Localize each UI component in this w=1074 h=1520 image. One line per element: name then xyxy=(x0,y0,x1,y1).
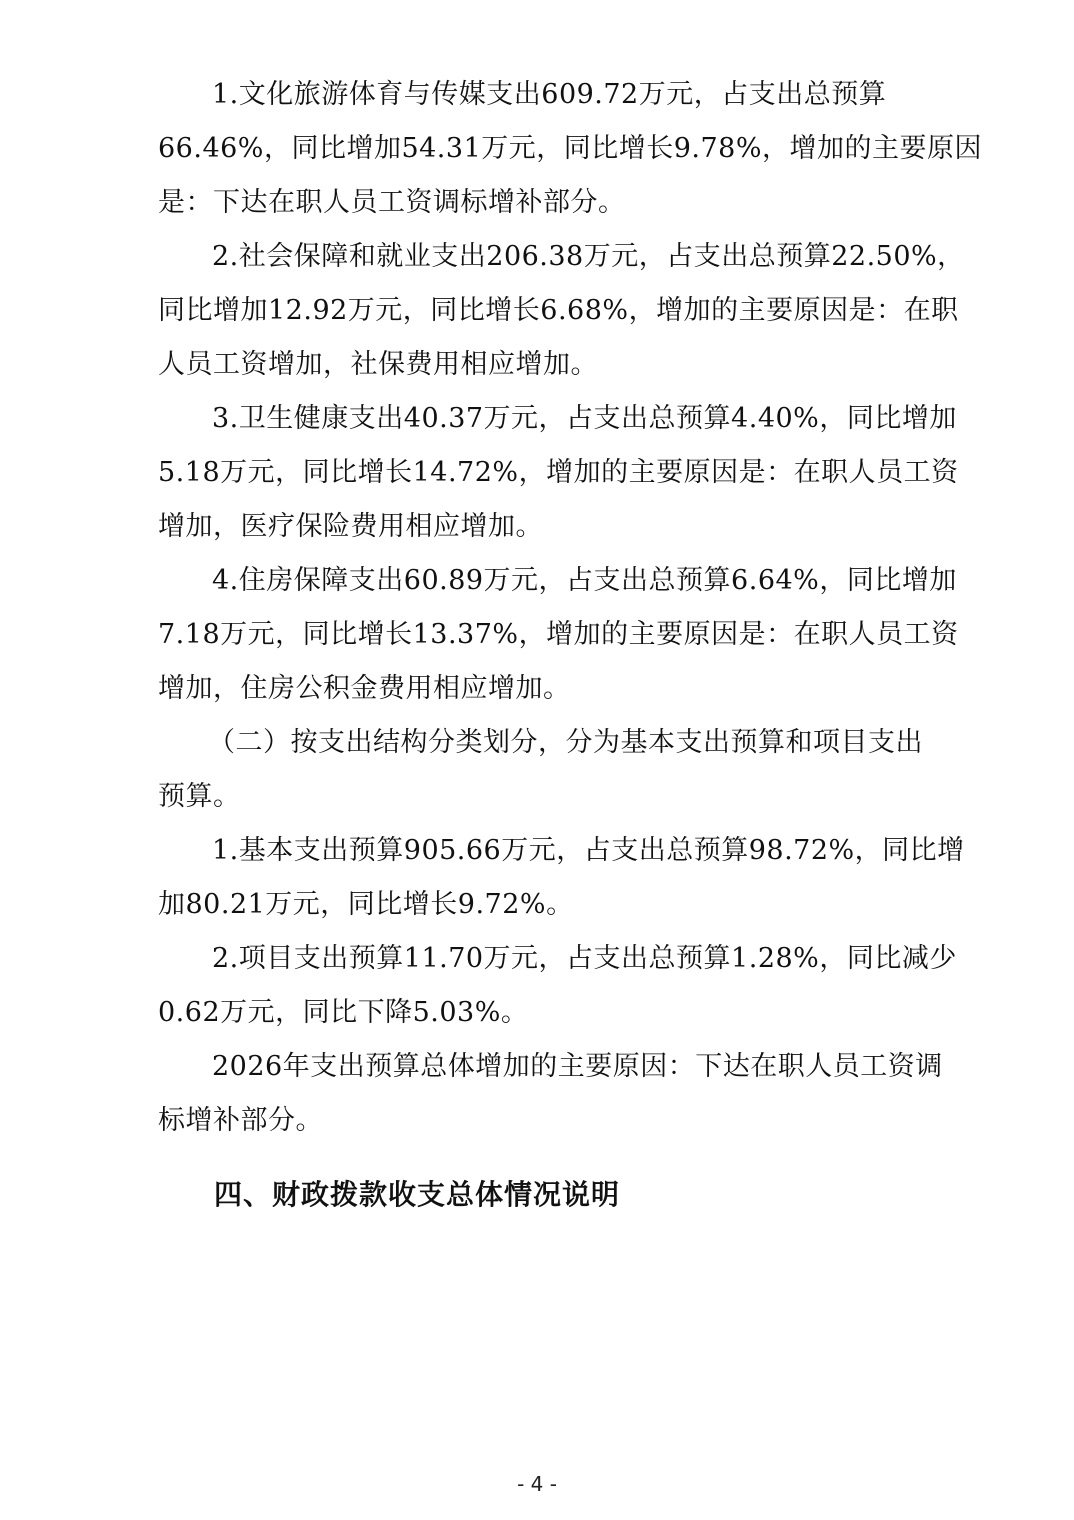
paragraph-line: 2.项目支出预算11.70万元，占支出总预算1.28%，同比减少 xyxy=(212,943,957,974)
paragraph-line: 1.文化旅游体育与传媒支出609.72万元，占支出总预算 xyxy=(212,79,887,110)
paragraph-line: 人员工资增加，社保费用相应增加。 xyxy=(158,349,598,380)
paragraph-line: 0.62万元，同比下降5.03%。 xyxy=(158,997,529,1028)
paragraph-line: 66.46%，同比增加54.31万元，同比增长9.78%，增加的主要原因 xyxy=(158,133,983,164)
paragraph-line: 增加，住房公积金费用相应增加。 xyxy=(158,673,571,704)
document-body xyxy=(158,68,983,1148)
section-heading: 四、财政拨款收支总体情况说明 xyxy=(214,1178,621,1211)
paragraph-line: 标增补部分。 xyxy=(158,1105,323,1136)
paragraph-line: 4.住房保障支出60.89万元，占支出总预算6.64%，同比增加 xyxy=(212,565,957,596)
paragraph-line: 2026年支出预算总体增加的主要原因：下达在职人员工资调 xyxy=(212,1051,943,1082)
paragraph-line: 同比增加12.92万元，同比增长6.68%，增加的主要原因是：在职 xyxy=(158,295,959,326)
paragraph-basic-expenditure xyxy=(158,824,965,932)
paragraph-project-expenditure xyxy=(158,932,957,1040)
paragraph-line: 5.18万元，同比增长14.72%，增加的主要原因是：在职人员工资 xyxy=(158,457,959,488)
paragraph-line: 3.卫生健康支出40.37万元，占支出总预算4.40%，同比增加 xyxy=(212,403,957,434)
paragraph-structure-classification xyxy=(158,716,930,824)
page-number: - 4 - xyxy=(517,1472,557,1496)
paragraph-line: 1.基本支出预算905.66万元，占支出总预算98.72%，同比增 xyxy=(212,835,965,866)
paragraph-line: 2.社会保障和就业支出206.38万元，占支出总预算22.50%， xyxy=(212,241,965,272)
paragraph-line: 是：下达在职人员工资调标增补部分。 xyxy=(158,187,626,218)
paragraph-social-security xyxy=(158,230,965,392)
paragraph-housing xyxy=(158,554,959,716)
paragraph-line: 7.18万元，同比增长13.37%，增加的主要原因是：在职人员工资 xyxy=(158,619,959,650)
paragraph-culture-tourism xyxy=(158,68,983,230)
paragraph-line: （二）按支出结构分类划分，分为基本支出预算和项目支出 xyxy=(208,727,923,758)
paragraph-line: 预算。 xyxy=(158,781,241,812)
paragraph-overall-increase xyxy=(158,1040,943,1148)
paragraph-health xyxy=(158,392,959,554)
paragraph-line: 加80.21万元，同比增长9.72%。 xyxy=(158,889,574,920)
paragraph-line: 增加，医疗保险费用相应增加。 xyxy=(158,511,543,542)
